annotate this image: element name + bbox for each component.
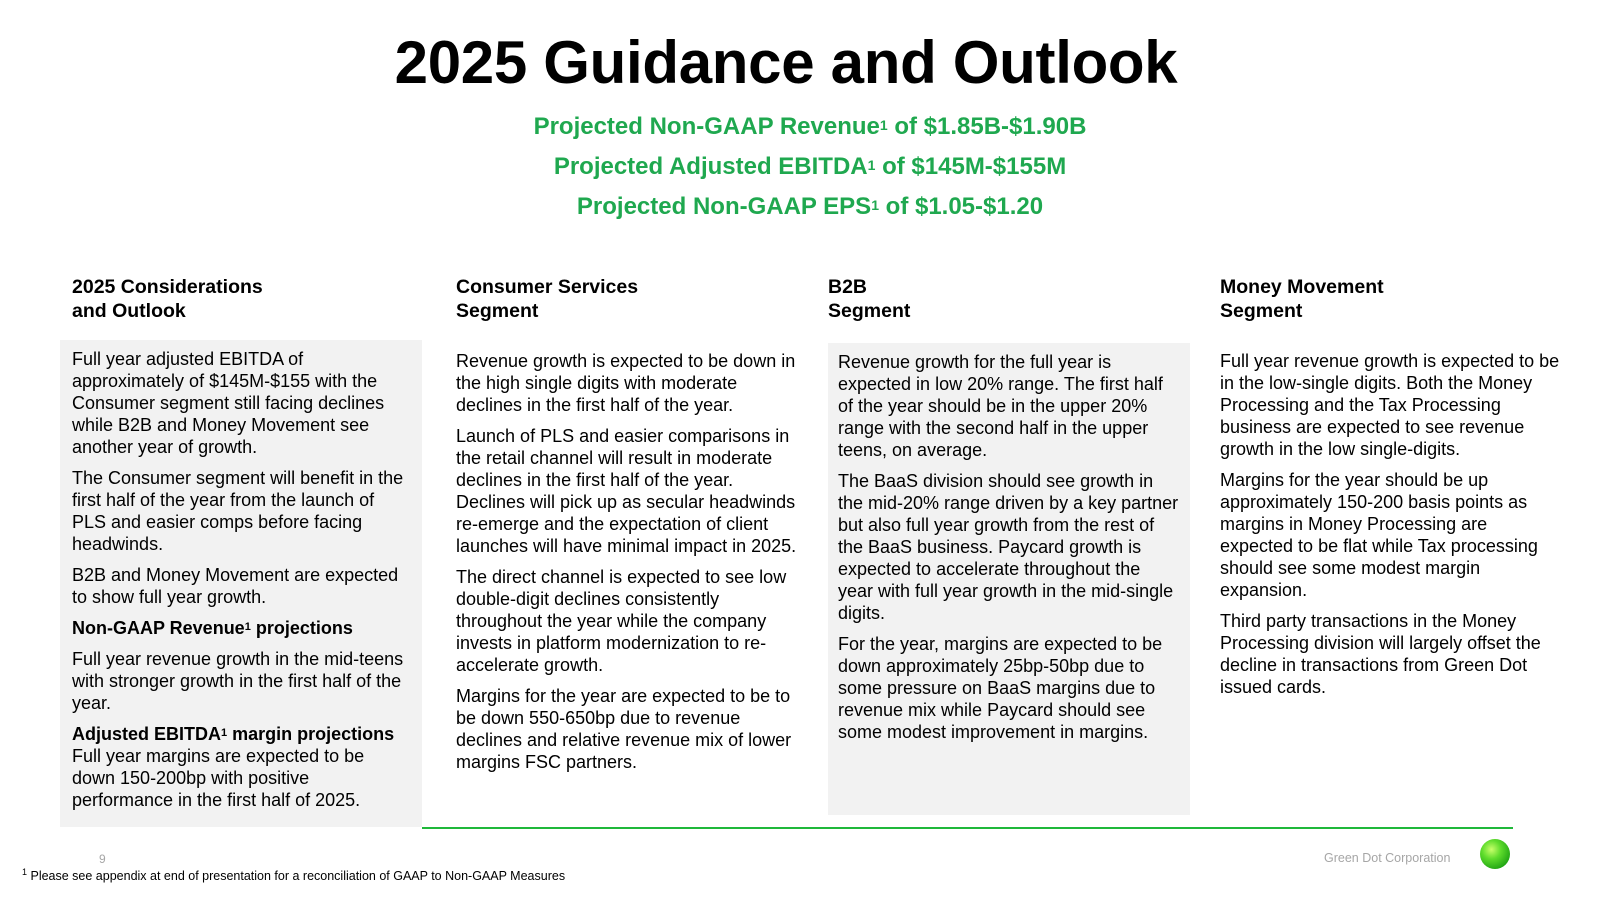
heading-line: Money Movement: [1220, 276, 1384, 298]
heading-line: Consumer Services: [456, 276, 639, 298]
headline-value: of $1.85B-$1.90B: [887, 113, 1087, 140]
footnote-marker: 1: [867, 157, 876, 173]
subheading-ebitda-projections: [72, 723, 410, 745]
paragraph: For the year, margins are expected to be down approximately 25bp-50bp due to some pressure on BaaS margins due to revenue mix while Paycard should see some modest improvement in margins.: [838, 634, 1163, 742]
company-name: Green Dot Corporation: [1324, 851, 1451, 865]
headline-text: Projected Adjusted EBITDA: [553, 153, 868, 180]
heading-line: Segment: [828, 300, 911, 322]
column-heading-money-movement: [1220, 275, 1384, 323]
paragraph: Full year revenue growth is expected to be in the low-single digits. Both the Money Processing and the Tax Processing business are expected to see revenue growth in the low single-digits.: [1220, 351, 1560, 459]
page-number: 9: [99, 852, 106, 866]
page-title: 2025 Guidance and Outlook: [394, 29, 1178, 96]
paragraph: Margins for the year should be up approximately 150-200 basis points as margins in Money Processing are expected to be flat while Tax processing should see some modest margin expansion.: [1220, 470, 1538, 600]
footnote-marker: 1: [22, 867, 28, 877]
headline-revenue: [380, 113, 1240, 141]
paragraph: Third party transactions in the Money Processing division will largely offset the decline in transactions from Green Dot issued cards.: [1220, 611, 1541, 697]
heading-line: Segment: [456, 300, 539, 322]
paragraph: B2B and Money Movement are expected to show full year growth.: [72, 565, 399, 607]
column-heading-considerations: [72, 275, 263, 323]
paragraph: The Consumer segment will benefit in the first half of the year from the launch of PLS and easier comps before facing headwinds.: [72, 468, 404, 554]
paragraph: Full year adjusted EBITDA of approximately of $145M-$155 with the Consumer segment still facing declines while B2B and Money Movement see another year of growth.: [72, 349, 385, 457]
headline-value: of $145M-$155M: [875, 153, 1067, 180]
guidance-headlines: [380, 113, 1240, 233]
b2b-panel: [828, 343, 1190, 815]
paragraph: The BaaS division should see growth in the mid-20% range driven by a key partner but also full year growth from the rest of the BaaS business. Paycard growth is expected to accelerate throughout the year with full year growth in the mid-single digits.: [838, 471, 1179, 623]
footnote-marker: 1: [871, 197, 879, 213]
subheading-text: Adjusted EBITDA: [72, 724, 222, 744]
consumer-services-panel: [456, 350, 801, 782]
footnote-text: Please see appendix at end of presentation for a reconciliation of GAAP to Non-GAAP Measures: [27, 869, 566, 884]
subheading-text: projections: [250, 618, 353, 638]
paragraph: The direct channel is expected to see low double-digit declines consistently throughout the year while the company invests in platform modernization to re-accelerate growth.: [456, 567, 787, 675]
considerations-panel: [60, 340, 422, 827]
footnote-marker: 1: [221, 727, 228, 739]
paragraph: Full year revenue growth in the mid-teens with stronger growth in the first half of the year.: [72, 649, 404, 713]
headline-text: Projected Non-GAAP Revenue: [533, 113, 880, 140]
subheading-revenue-projections: [72, 617, 410, 639]
subheading-text: Non-GAAP Revenue: [72, 618, 245, 638]
money-movement-panel: [1220, 350, 1565, 707]
paragraph: Launch of PLS and easier comparisons in the retail channel will result in moderate declines in the first half of the year. Declines will pick up as secular headwinds re-emerge and the expectation of client launches will have minimal impact in 2025.: [456, 426, 797, 556]
heading-line: 2025 Considerations: [72, 276, 263, 298]
heading-line: Segment: [1220, 300, 1303, 322]
footer-divider: [422, 827, 1513, 829]
headline-eps: [380, 193, 1240, 221]
footnote: [22, 867, 565, 883]
column-heading-b2b: [828, 275, 910, 323]
paragraph: Margins for the year are expected to be to be down 550-650bp due to revenue declines and relative revenue mix of lower margins FSC partners.: [456, 686, 792, 772]
headline-text: Projected Non-GAAP EPS: [576, 193, 872, 220]
heading-line: and Outlook: [72, 300, 186, 322]
footnote-marker: 1: [879, 117, 888, 133]
headline-ebitda: [380, 153, 1240, 181]
heading-line: B2B: [828, 276, 868, 298]
footnote-marker: 1: [244, 621, 251, 633]
paragraph: Full year margins are expected to be down 150-200bp with positive performance in the first half of 2025.: [72, 746, 365, 810]
headline-value: of $1.05-$1.20: [878, 193, 1044, 220]
paragraph: Revenue growth is expected to be down in the high single digits with moderate declines in the first half of the year.: [456, 351, 796, 415]
column-heading-consumer: [456, 275, 638, 323]
subheading-text: margin projections: [227, 724, 395, 744]
paragraph: Revenue growth for the full year is expected in low 20% range. The first half of the year should be in the upper 20% range with the second half in the upper teens, on average.: [838, 352, 1163, 460]
green-dot-logo-icon: [1480, 839, 1510, 869]
